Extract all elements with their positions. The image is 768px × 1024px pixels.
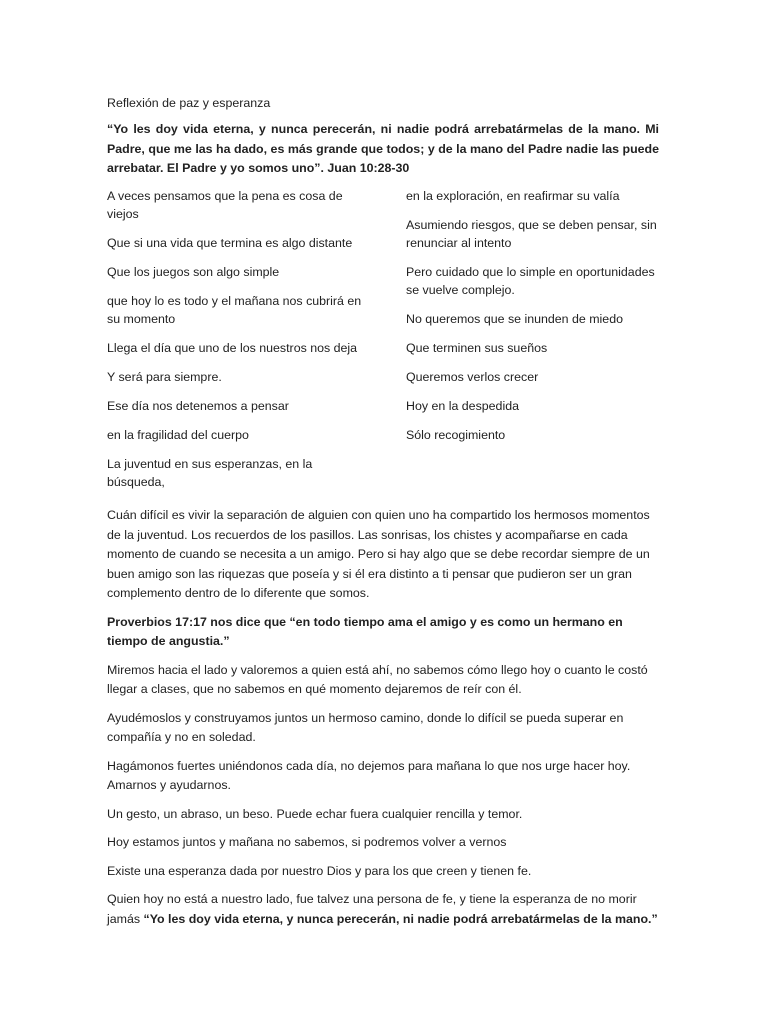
proverb-quote: Proverbios 17:17 nos dice que “en todo tiempo ama el amigo y es como un hermano en tiempo de angustia.” bbox=[107, 614, 623, 648]
poem-line: Queremos verlos crecer bbox=[406, 370, 539, 384]
poem-line: A veces pensamos que la pena es cosa de viejos bbox=[107, 189, 343, 221]
poem-right-column bbox=[406, 187, 668, 455]
paragraph: Hagámonos fuertes uniéndonos cada día, no dejemos para mañana lo que nos urge hacer hoy. Amarnos y ayudarnos. bbox=[107, 758, 631, 792]
poem-line: en la fragilidad del cuerpo bbox=[107, 428, 249, 442]
paragraph: Ayudémoslos y construyamos juntos un hermoso camino, donde lo difícil se pueda superar en compañía y no en soledad. bbox=[107, 710, 624, 744]
poem-line: en la exploración, en reafirmar su valía bbox=[406, 189, 620, 203]
closing-text: Quien hoy no está a nuestro lado, fue talvez una persona de fe, y tiene la esperanza de no morir jamás bbox=[107, 892, 637, 926]
poem-line: Sólo recogimiento bbox=[406, 428, 506, 442]
poem-line: que hoy lo es todo y el mañana nos cubrirá en su momento bbox=[107, 294, 362, 326]
poem-line: Hoy en la despedida bbox=[406, 399, 519, 413]
poem-line: Que los juegos son algo simple bbox=[107, 265, 280, 279]
paragraph: Cuán difícil es vivir la separación de alguien con quien uno ha compartido los hermosos momentos de la juventud. Los recuerdos de los pasillos. Las sonrisas, los chistes y acompañarse en cada momento de cuando se necesita a un amigo. Pero si hay algo que se debe recordar siempre de un buen amigo son las riquezas que poseía y si él era distinto a ti pensar que pudieron ser un gran complemento dentro de lo diferente que somos. bbox=[107, 508, 650, 600]
poem-left-column bbox=[107, 187, 362, 502]
opening-verse: “Yo les doy vida eterna, y nunca perecerán, ni nadie podrá arrebatármelas de la mano. Mi Padre, que me las ha dado, es más grande que todos; y de la mano del Padre nadie las puede arrebatar. El Padre y yo somos uno”. Juan 10:28-30 bbox=[107, 122, 659, 175]
poem-line: Pero cuidado que lo simple en oportunidades se vuelve complejo. bbox=[406, 265, 655, 297]
document-title: Reflexión de paz y esperanza bbox=[107, 96, 271, 110]
poem-line: Ese día nos detenemos a pensar bbox=[107, 399, 289, 413]
poem-line: No queremos que se inunden de miedo bbox=[406, 312, 623, 326]
poem-line: Que terminen sus sueños bbox=[406, 341, 548, 355]
poem-line: Y será para siempre. bbox=[107, 370, 222, 384]
poem-line: Asumiendo riesgos, que se deben pensar, sin renunciar al intento bbox=[406, 218, 657, 250]
reflection-body bbox=[107, 506, 659, 938]
paragraph: Hoy estamos juntos y mañana no sabemos, si podremos volver a vernos bbox=[107, 835, 507, 849]
paragraph: Miremos hacia el lado y valoremos a quien está ahí, no sabemos cómo llego hoy o cuanto le costó llegar a clases, que no sabemos en qué momento dejaremos de reír con él. bbox=[107, 662, 648, 696]
poem-line: La juventud en sus esperanzas, en la búsqueda, bbox=[107, 457, 313, 489]
poem-line: Que si una vida que termina es algo distante bbox=[107, 236, 353, 250]
poem-line: Llega el día que uno de los nuestros nos deja bbox=[107, 341, 358, 355]
closing-verse-quote: “Yo les doy vida eterna, y nunca perecerán, ni nadie podrá arrebatármelas de la mano.” bbox=[143, 911, 658, 926]
closing-paragraph bbox=[107, 890, 659, 929]
paragraph: Existe una esperanza dada por nuestro Dios y para los que creen y tienen fe. bbox=[107, 863, 532, 878]
paragraph: Un gesto, un abraso, un beso. Puede echar fuera cualquier rencilla y temor. bbox=[107, 806, 523, 821]
